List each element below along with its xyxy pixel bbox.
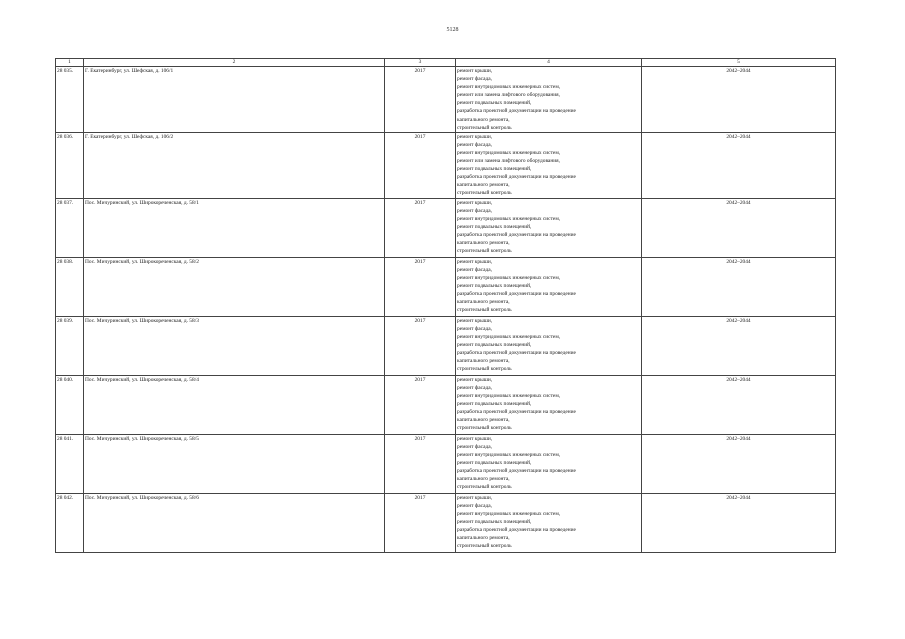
work-item: ремонт подвальных помещений, [457, 341, 532, 348]
work-item: ремонт подвальных помещений, [457, 223, 532, 230]
work-item: ремонт крыши, [457, 258, 493, 265]
column-header-1: 1 [56, 59, 84, 67]
row-number-cell: 28 035. [56, 67, 84, 133]
work-item: строительный контроль [457, 124, 512, 131]
row-number-cell: 28 040. [56, 375, 84, 434]
work-item: разработка проектной документации на проведение [457, 174, 576, 181]
work-item: ремонт крыши, [457, 199, 493, 206]
year-cell: 2017 [385, 198, 456, 257]
table-row [56, 434, 836, 493]
period-cell: 2042–2044 [642, 198, 836, 257]
work-item: капитального ремонта, [457, 357, 510, 364]
column-header-4: 4 [456, 59, 642, 67]
year-cell: 2017 [385, 257, 456, 316]
work-item: строительный контроль [457, 425, 512, 432]
period-cell: 2042–2044 [642, 493, 836, 552]
table-row [56, 67, 836, 133]
works-cell [456, 67, 642, 133]
works-cell [456, 493, 642, 552]
work-item: ремонт подвальных помещений, [457, 100, 532, 107]
work-item: ремонт подвальных помещений, [457, 166, 532, 173]
work-item: ремонт фасада, [457, 443, 493, 450]
work-item: ремонт внутридомовых инженерных систем, [457, 392, 561, 399]
work-item: ремонт фасада, [457, 76, 493, 83]
period-cell: 2042–2044 [642, 257, 836, 316]
work-item: разработка проектной документации на проведение [457, 108, 576, 115]
work-item: строительный контроль [457, 484, 512, 491]
address-cell: Пос. Мичуринский, ул. Широкореченская, д. 58/3 [84, 316, 385, 375]
work-item: ремонт крыши, [457, 133, 493, 140]
column-header-5: 5 [642, 59, 836, 67]
address-cell: Г. Екатеринбург, ул. Шефская, д. 106/2 [84, 132, 385, 198]
work-item: строительный контроль [457, 248, 512, 255]
work-item: строительный контроль [457, 190, 512, 197]
work-item: ремонт крыши, [457, 68, 493, 74]
address-cell: Пос. Мичуринский, ул. Широкореченская, д. 58/2 [84, 257, 385, 316]
header-row [56, 59, 836, 67]
work-item: строительный контроль [457, 366, 512, 373]
address-cell: Г. Екатеринбург, ул. Шефская, д. 106/1 [84, 67, 385, 133]
table-header [56, 59, 836, 67]
work-item: ремонт внутридомовых инженерных систем, [457, 149, 561, 156]
registry-table [55, 58, 836, 553]
work-item: ремонт крыши, [457, 494, 493, 501]
row-number-cell: 28 042. [56, 493, 84, 552]
work-item: ремонт внутридомовых инженерных систем, [457, 215, 561, 222]
works-cell [456, 316, 642, 375]
work-item: разработка проектной документации на проведение [457, 467, 576, 474]
work-item: капитального ремонта, [457, 239, 510, 246]
row-number-cell: 28 038. [56, 257, 84, 316]
work-item: ремонт фасада, [457, 325, 493, 332]
work-item: ремонт подвальных помещений, [457, 518, 532, 525]
work-item: капитального ремонта, [457, 475, 510, 482]
work-item: ремонт крыши, [457, 317, 493, 324]
period-cell: 2042–2044 [642, 316, 836, 375]
work-item: ремонт крыши, [457, 376, 493, 383]
table-row [56, 316, 836, 375]
work-item: ремонт фасада, [457, 502, 493, 509]
work-item: капитального ремонта, [457, 534, 510, 541]
address-cell: Пос. Мичуринский, ул. Широкореченская, д. 58/4 [84, 375, 385, 434]
period-cell: 2042–2044 [642, 434, 836, 493]
year-cell: 2017 [385, 132, 456, 198]
work-item: ремонт внутридомовых инженерных систем, [457, 333, 561, 340]
works-cell [456, 375, 642, 434]
work-item: ремонт подвальных помещений, [457, 282, 532, 289]
works-cell [456, 198, 642, 257]
year-cell: 2017 [385, 316, 456, 375]
work-item: ремонт внутридомовых инженерных систем, [457, 510, 561, 517]
work-item: строительный контроль [457, 307, 512, 314]
work-item: ремонт фасада, [457, 384, 493, 391]
column-header-3: 3 [385, 59, 456, 67]
page-number: 5128 [446, 27, 459, 33]
works-cell [456, 257, 642, 316]
row-number-cell: 28 041. [56, 434, 84, 493]
year-cell: 2017 [385, 493, 456, 552]
table-row [56, 132, 836, 198]
work-item: ремонт или замена лифтового оборудования, [457, 158, 560, 165]
work-item: разработка проектной документации на проведение [457, 526, 576, 533]
period-cell: 2042–2044 [642, 132, 836, 198]
works-cell [456, 132, 642, 198]
year-cell: 2017 [385, 375, 456, 434]
work-item: капитального ремонта, [457, 416, 510, 423]
work-item: ремонт крыши, [457, 435, 493, 442]
address-cell: Пос. Мичуринский, ул. Широкореченская, д. 58/6 [84, 493, 385, 552]
table-body [56, 67, 836, 553]
row-number-cell: 28 036. [56, 132, 84, 198]
year-cell: 2017 [385, 67, 456, 133]
row-number-cell: 28 037. [56, 198, 84, 257]
work-item: капитального ремонта, [457, 298, 510, 305]
table-row [56, 375, 836, 434]
column-header-2: 2 [84, 59, 385, 67]
year-cell: 2017 [385, 434, 456, 493]
work-item: капитального ремонта, [457, 182, 510, 189]
table-row [56, 493, 836, 552]
work-item: разработка проектной документации на проведение [457, 408, 576, 415]
work-item: ремонт подвальных помещений, [457, 459, 532, 466]
address-cell: Пос. Мичуринский, ул. Широкореченская, д. 58/1 [84, 198, 385, 257]
work-item: строительный контроль [457, 543, 512, 550]
table-row [56, 198, 836, 257]
work-item: разработка проектной документации на проведение [457, 231, 576, 238]
address-cell: Пос. Мичуринский, ул. Широкореченская, д. 58/5 [84, 434, 385, 493]
work-item: ремонт внутридомовых инженерных систем, [457, 84, 561, 91]
work-item: ремонт подвальных помещений, [457, 400, 532, 407]
work-item: ремонт фасада, [457, 141, 493, 148]
table-row [56, 257, 836, 316]
works-cell [456, 434, 642, 493]
row-number-cell: 28 039. [56, 316, 84, 375]
work-item: ремонт фасада, [457, 207, 493, 214]
work-item: ремонт внутридомовых инженерных систем, [457, 451, 561, 458]
period-cell: 2042–2044 [642, 67, 836, 133]
period-cell: 2042–2044 [642, 375, 836, 434]
work-item: капитального ремонта, [457, 116, 510, 123]
work-item: ремонт внутридомовых инженерных систем, [457, 274, 561, 281]
work-item: разработка проектной документации на проведение [457, 349, 576, 356]
work-item: разработка проектной документации на проведение [457, 290, 576, 297]
work-item: ремонт фасада, [457, 266, 493, 273]
work-item: ремонт или замена лифтового оборудования, [457, 92, 560, 99]
